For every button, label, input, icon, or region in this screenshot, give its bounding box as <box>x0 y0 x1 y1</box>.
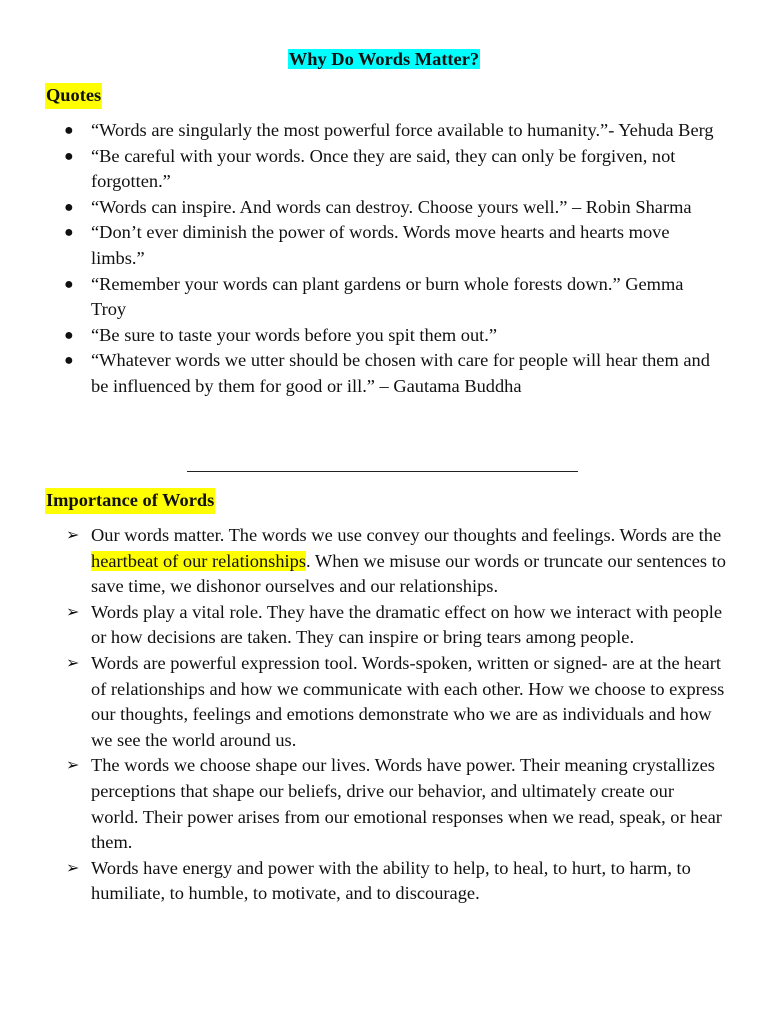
bullet-icon: ● <box>64 352 74 370</box>
list-item <box>0 600 726 651</box>
bullet-icon: ● <box>64 198 74 216</box>
list-item <box>0 272 720 323</box>
importance-text-after: . When we misuse our words or truncate our sentences to save time, we dishonor ourselves and our relationships. <box>91 550 726 597</box>
bullet-icon: ● <box>64 275 74 293</box>
bullet-icon: ● <box>64 224 74 242</box>
list-item <box>0 651 726 753</box>
bullet-icon: ● <box>64 147 74 165</box>
importance-list <box>0 523 726 907</box>
arrow-bullet-icon: ➢ <box>66 603 80 621</box>
quote-text: “Don’t ever diminish the power of words. Words move hearts and hearts move limbs.” <box>91 222 670 268</box>
list-item <box>0 144 720 195</box>
importance-text: The words we choose shape our lives. Words have power. Their meaning crystallizes perceptions that shape our beliefs, drive our behavior, and ultimately create our world. Their power arises from our emotional responses when we read, speak, or hear them. <box>91 755 722 853</box>
importance-text-before: Our words matter. The words we use convey our thoughts and feelings. Words are the <box>91 525 722 545</box>
quotes-list <box>0 118 720 400</box>
arrow-bullet-icon: ➢ <box>66 527 80 544</box>
arrow-bullet-icon: ➢ <box>66 757 80 775</box>
title-line <box>0 47 768 73</box>
quotes-heading: Quotes <box>45 83 102 109</box>
list-item <box>0 348 720 399</box>
bullet-icon: ● <box>64 326 74 344</box>
list-item <box>0 220 720 271</box>
quote-text: “Whatever words we utter should be chosen with care for people will hear them and be influenced by them for good or ill.” – Gautama Buddha <box>91 350 710 396</box>
arrow-bullet-icon: ➢ <box>66 654 80 672</box>
quote-text: “Be careful with your words. Once they are said, they can only be forgiven, not forgotten.” <box>91 145 676 192</box>
quote-text: “Words can inspire. And words can destroy. Choose yours well.” – Robin Sharma <box>91 196 692 217</box>
importance-text: Words have energy and power with the ability to help, to heal, to hurt, to harm, to humiliate, to humble, to motivate, and to discourage. <box>91 857 691 904</box>
page-title: Why Do Words Matter? <box>288 49 480 69</box>
horizontal-divider <box>187 471 578 472</box>
bullet-icon: ● <box>64 122 74 139</box>
quote-text: “Be sure to taste your words before you spit them out.” <box>91 324 498 345</box>
list-item <box>0 523 726 600</box>
arrow-bullet-icon: ➢ <box>66 859 80 877</box>
list-item <box>0 856 726 907</box>
list-item <box>0 195 720 221</box>
list-item <box>0 753 726 855</box>
list-item <box>0 323 720 349</box>
importance-text: Words are powerful expression tool. Words-spoken, written or signed- are at the heart of relationships and how we communicate with each other. How we choose to express our thoughts, feelings and emotions demonstrate who we are as individuals and how we see the world around us. <box>91 652 725 750</box>
quote-text: “Words are singularly the most powerful force available to humanity.”- Yehuda Berg <box>91 120 714 140</box>
list-item <box>0 118 720 144</box>
importance-heading: Importance of Words <box>45 488 215 514</box>
highlighted-phrase: heartbeat of our relationships <box>91 550 306 571</box>
quote-text: “Remember your words can plant gardens or burn whole forests down.” Gemma Troy <box>91 273 684 320</box>
importance-text: Words play a vital role. They have the dramatic effect on how we interact with people or how decisions are taken. They can inspire or bring tears among people. <box>91 601 723 648</box>
